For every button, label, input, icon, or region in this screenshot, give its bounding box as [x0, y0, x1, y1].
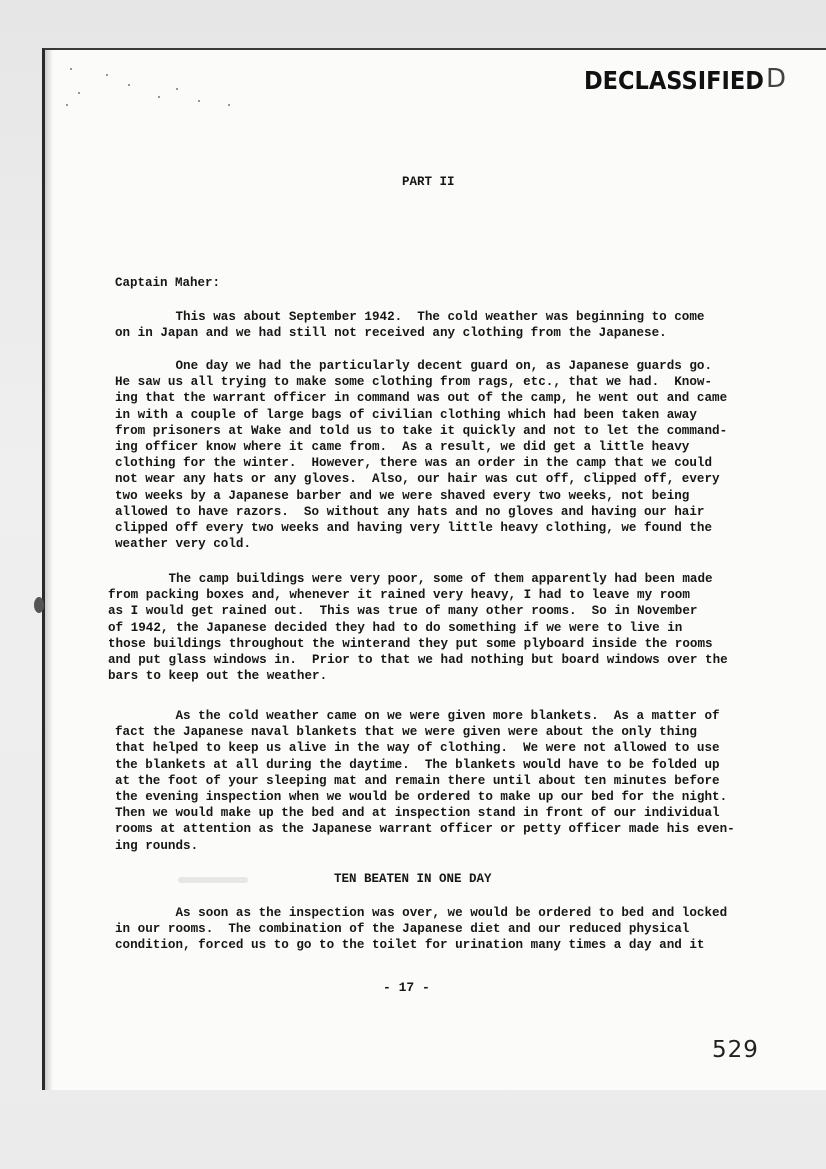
speaker-label: Captain Maher:: [115, 276, 221, 290]
paragraph-3: The camp buildings were very poor, some of them apparently had been made from packing boxes and, whenever it rained very heavy, I had to leave my room as I would get rained out. This was true of many other rooms. So in November of 1942, the Japanese decided they had to do something if we were to live in those buildings throughout the winterand they put some plyboard inside the rooms and put glass windows in. Prior to that we had nothing but board windows over the bars to keep out the weather.: [108, 572, 728, 684]
paragraph-1: This was about September 1942. The cold weather was beginning to come on in Japan and we had still not received any clothing from the Japanese.: [115, 310, 705, 341]
handwritten-number: 529: [712, 1037, 759, 1063]
declassified-stamp: [584, 66, 816, 104]
paragraph-4: As the cold weather came on we were given more blankets. As a matter of fact the Japanese naval blankets that we were given were about the only thing that helped to keep us alive in the way of clothing. We were not allowed to use the blankets at all during the daytime. The blankets would have to be folded up at the foot of your sleeping mat and remain there until about ten minutes before the evening inspection when we would be ordered to make up our bed for the night. Then we would make up the bed and at inspection stand in front of our individual rooms at attention as the Japanese warrant officer or petty officer made his even- ing rounds.: [115, 709, 735, 853]
page-number: - 17 -: [383, 980, 430, 995]
stamp-ghost-letter: D: [766, 64, 787, 94]
page-edge-shadow: [45, 50, 53, 1090]
stamp-text: DECLASSIFIED: [584, 66, 764, 95]
scan-smudge: [178, 877, 248, 883]
paragraph-2: One day we had the particularly decent guard on, as Japanese guards go. He saw us all trying to make some clothing from rags, etc., that we had. Know- ing that the warrant officer in command was out of the camp, he went out and came in with a couple of large bags of civilian clothing which had been taken away from prisoners at Wake and told us to take it quickly and not to let the command- ing officer know where it came from. As a result, we did get a little heavy clothing for the winter. However, there was an order in the camp that we could not wear any hats or any gloves. Also, our hair was cut off, clipped off, every two weeks by a Japanese barber and we were shaved every two weeks, not being allowed to have razors. So without any hats and no gloves and having our hair clipped off every two weeks and having very little heavy clothing, we found the weather very cold.: [115, 359, 728, 552]
paragraph-5: As soon as the inspection was over, we would be ordered to bed and locked in our rooms. The combination of the Japanese diet and our reduced physical condition, forced us to go to the toilet for urination many times a day and it: [115, 906, 728, 953]
scan-specks: [58, 60, 248, 120]
binding-hole-mark: [34, 597, 44, 613]
page-title: PART II: [402, 175, 455, 189]
section-heading: TEN BEATEN IN ONE DAY: [334, 872, 492, 886]
